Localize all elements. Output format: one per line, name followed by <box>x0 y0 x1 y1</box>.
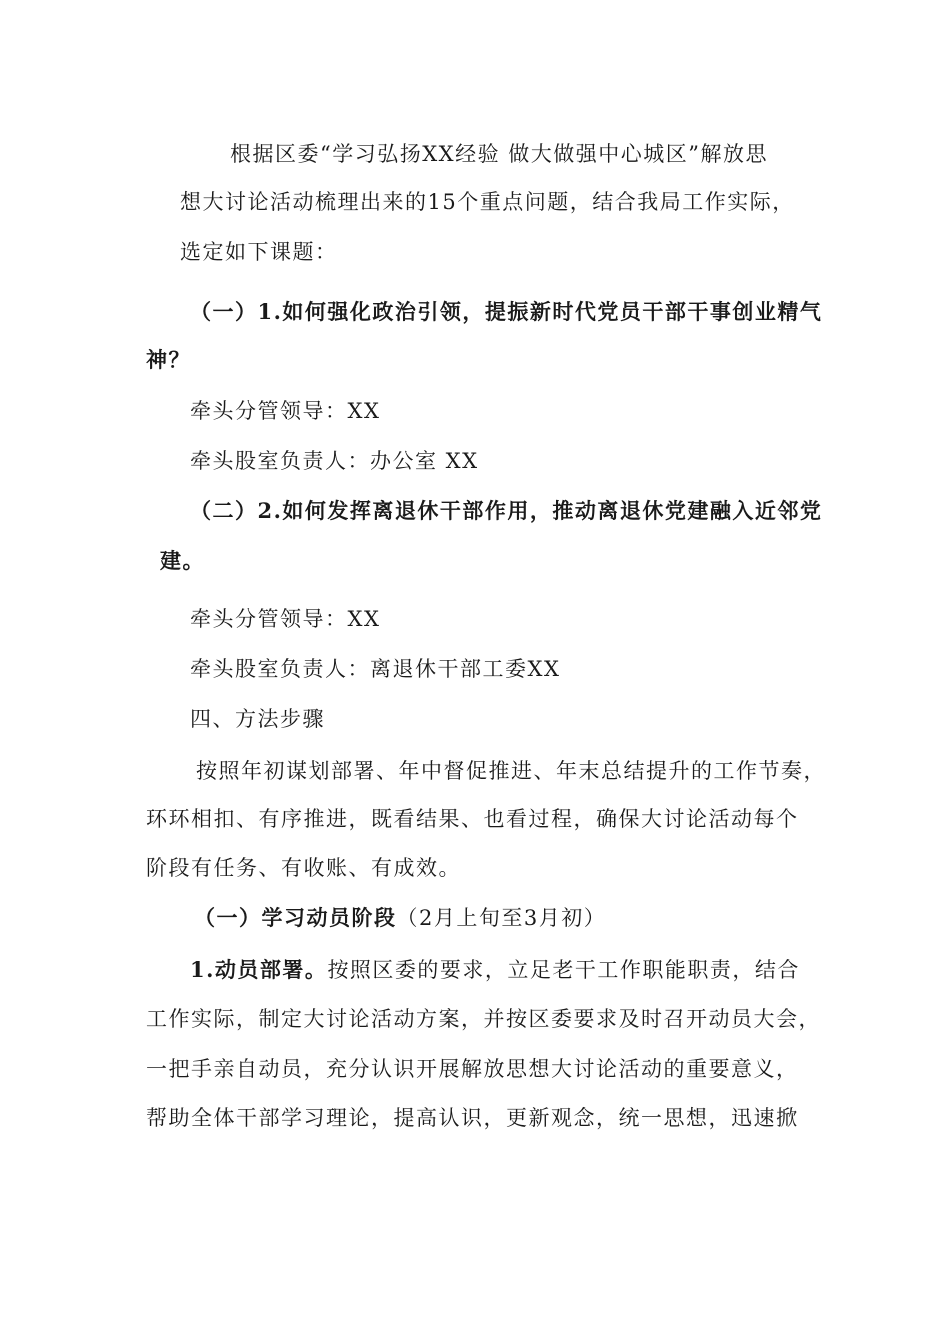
topic-2-title-line-2: 建。 <box>160 548 205 573</box>
section-4-para-line-3: 阶段有任务、有收账、有成效。 <box>146 856 461 880</box>
stage-1-heading-dates: （2月上旬至3月初） <box>396 906 607 930</box>
topic-2-dept: 牵头股室负责人：离退休干部工委XX <box>190 657 561 681</box>
section-4-heading: 四、方法步骤 <box>190 707 325 731</box>
stage-1-item-line-3: 一把手亲自动员，充分认识开展解放思想大讨论活动的重要意义， <box>146 1057 799 1081</box>
intro-line-2: 想大讨论活动梳理出来的15个重点问题，结合我局工作实际， <box>180 190 795 214</box>
stage-1-item-text: 按照区委的要求，立足老干工作职能职责，结合 <box>327 958 800 982</box>
stage-1-item-title: 1.动员部署。 <box>190 957 328 982</box>
stage-1-heading <box>194 903 606 933</box>
topic-1-title-line-2: 神？ <box>146 347 191 372</box>
section-4-para-line-1: 按照年初谋划部署、年中督促推进、年末总结提升的工作节奏， <box>196 759 826 783</box>
topic-1-title-line-1: （一）1.如何强化政治引领，提振新时代党员干部干事创业精气 <box>190 299 823 324</box>
topic-2-title-line-1: （二）2.如何发挥离退休干部作用，推动离退休党建融入近邻党 <box>190 498 823 523</box>
stage-1-item-line-2: 工作实际，制定大讨论活动方案，并按区委要求及时召开动员大会， <box>146 1007 821 1031</box>
stage-1-heading-bold: （一）学习动员阶段 <box>194 905 397 930</box>
intro-line-3: 选定如下课题： <box>180 240 338 264</box>
stage-1-item-line-4: 帮助全体干部学习理论，提高认识，更新观念，统一思想，迅速掀 <box>146 1106 799 1130</box>
topic-1-leader: 牵头分管领导：XX <box>190 399 381 423</box>
section-4-para-line-2: 环环相扣、有序推进，既看结果、也看过程，确保大讨论活动每个 <box>146 807 799 831</box>
intro-line-1: 根据区委“学习弘扬XX经验 做大做强中心城区”解放思 <box>230 142 769 166</box>
stage-1-item-line-1 <box>190 955 800 985</box>
topic-2-leader: 牵头分管领导：XX <box>190 607 381 631</box>
topic-1-dept: 牵头股室负责人：办公室 XX <box>190 449 479 473</box>
